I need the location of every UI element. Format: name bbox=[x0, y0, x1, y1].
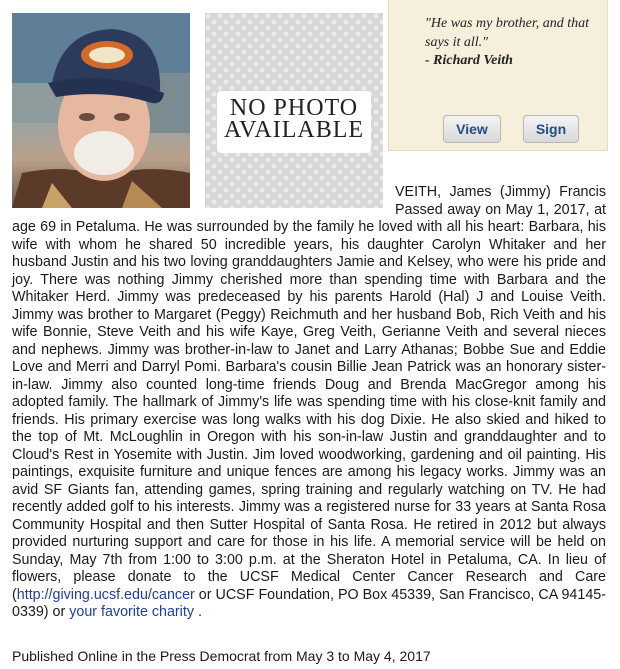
no-photo-line2: AVAILABLE bbox=[223, 117, 365, 143]
view-button[interactable]: View bbox=[443, 115, 501, 143]
obituary-text bbox=[12, 184, 606, 622]
favorite-charity-link[interactable]: your favorite charity bbox=[69, 604, 194, 620]
obituary-text-part3: . bbox=[193, 604, 202, 620]
portrait-photo bbox=[12, 13, 190, 208]
text-wrap-spacer bbox=[12, 184, 395, 214]
no-photo-text bbox=[205, 97, 383, 141]
ucsf-donation-link[interactable]: http://giving.ucsf.edu/cancer bbox=[16, 586, 195, 603]
obituary-text-part1: VEITH, James (Jimmy) Francis Passed away on May 1, 2017, at age 69 in Petaluma. He was surrounded by the family he loved with all his heart: Barbara, his wife with whom he shared 50 incredible years, his daughter Carolyn Whitaker and her husband Justin and his two loving granddaughters Jamie and Kelsey, who were his pride and joy. There was nothing Jimmy cherished more than spending time with Barbara and the Whitaker Herd. Jimmy was predeceased by his parents Harold (Hal) J and Louise Veith. Jimmy was brother to Margaret (Peggy) Reichmuth and her husband Bob, Rich Veith and his wife Bonnie, Steve Veith and his wife Kaye, Greg Veith, Gerianne Veith and several nieces and nephews. Jimmy was brother-in-law to Janet and Larry Athanas; Bobbe Sue and Eddie Love and Merri and Darryl Pomi. Barbara's cousin Billie Jean Patrick was an honorary sister-in-law. Jimmy also counted long-time friends Doug and Brenda MacGregor among his adopted family. The hallmark of Jimmy's life was spending time with his close-knit family and friends. His primary exercise was long walks with his dog Dixie. He also skied and hiked to the top of Mt. McLoughlin in Oregon with his son-in-law Justin and granddaughter and to Cloud's Rest in Yosemite with Justin. Jim loved woodworking, gardening and oil painting. His paintings, exquisite furniture and unique fences are among his legacy works. Jimmy was an avid SF Giants fan, attending games, spring training and regularly watching on TV. He had recently added golf to his interests. Jimmy was a registered nurse for 33 years at Santa Rosa Community Hospital and then Sutter Hospital of Santa Rosa. He retired in 2012 but always provided nurturing support and care for those in his life. A memorial service will be held on Sunday, May 7th from 1:00 to 3:00 p.m. at the Sheraton Hotel in Petaluma, CA. In lieu of flowers, please donate to the UCSF Medical Center Cancer Research and Care ( bbox=[12, 184, 606, 603]
obituary-text-part2: or UCSF Foundation, PO Box 45339, San Francisco, CA 94145-0339) or bbox=[12, 586, 606, 620]
guestbook-quote-author: - Richard Veith bbox=[425, 53, 513, 68]
no-photo-line1: NO PHOTO bbox=[229, 95, 359, 121]
published-line: Published Online in the Press Democrat from May 3 to May 4, 2017 bbox=[12, 648, 431, 664]
guestbook-quote: "He was my brother, and that says it all." bbox=[425, 16, 590, 50]
guestbook-panel bbox=[388, 0, 608, 151]
no-photo-placeholder bbox=[205, 13, 383, 208]
sign-button[interactable]: Sign bbox=[523, 115, 579, 143]
